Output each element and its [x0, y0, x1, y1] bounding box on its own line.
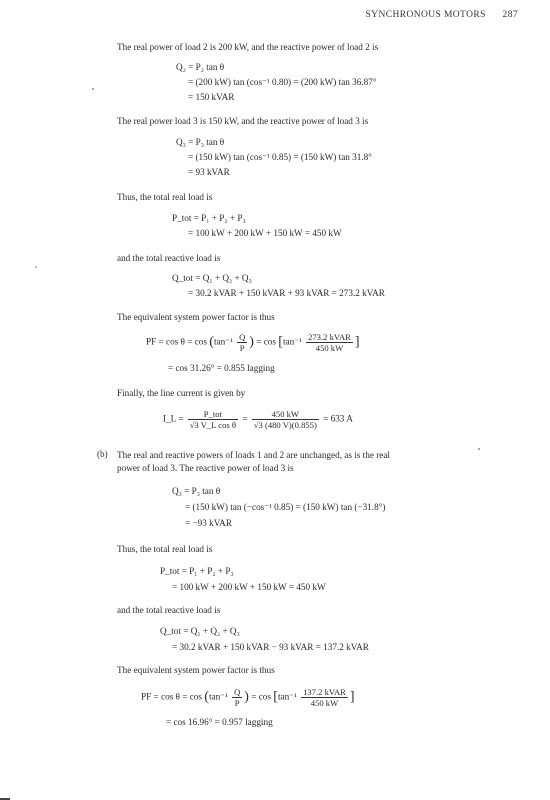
equation-line: = (200 kW) tan (cos⁻¹ 0.80) = (200 kW) tan 36.87° [188, 77, 377, 87]
pf-lhs: PF = cos θ = cos [141, 691, 202, 702]
il-lhs: I_L = [163, 413, 184, 424]
running-header [366, 10, 519, 20]
equation-line: = 30.2 kVAR + 150 kVAR − 93 kVAR = 137.2 kVAR [172, 642, 369, 652]
fraction [237, 332, 247, 353]
margin-mark: ʹ [35, 265, 38, 276]
paragraph-line: Finally, the line current is given by [117, 388, 246, 398]
fraction [232, 687, 242, 708]
fraction-numerator: Q [239, 332, 246, 342]
bracket-open: ( [204, 689, 209, 705]
il-result: = 633 A [323, 413, 353, 424]
fraction-denominator: P [239, 343, 245, 353]
line-current-equation [163, 409, 353, 430]
bracket-close: ] [349, 689, 355, 705]
equation-line: = (150 kW) tan (−cos⁻¹ 0.85) = (150 kW) tan (−31.8°) [185, 502, 386, 512]
equation-line: = 30.2 kVAR + 150 kVAR + 93 kVAR = 273.2 kVAR [188, 288, 385, 298]
fraction [252, 409, 319, 430]
fraction [306, 332, 353, 353]
paragraph-line: The real power of load 2 is 200 kW, and the reactive power of load 2 is [117, 42, 379, 52]
equation-line: P_tot = P₁ + P₂ + P₃ [172, 213, 246, 223]
pf-arctan: tan⁻¹ [277, 691, 297, 702]
fraction-denominator: √3 V_L cos θ [189, 420, 237, 430]
equation-line: = 93 kVAR [188, 167, 230, 177]
equation-line: = 100 kW + 200 kW + 150 kW = 450 kW [188, 228, 342, 238]
paragraph-line: The equivalent system power factor is thus [117, 312, 275, 322]
il-equals: = [242, 413, 248, 424]
equation-line: = 150 kVAR [188, 92, 235, 102]
bracket-close: ] [354, 334, 360, 350]
paragraph-line: The real power load 3 is 150 kW, and the reactive power of load 3 is [117, 116, 369, 126]
fraction-numerator: 450 kW [252, 409, 319, 420]
fraction-numerator: P_tot [188, 409, 238, 420]
equation-line: Q₂ = P₂ tan θ [176, 62, 225, 72]
item-label: (b) [97, 449, 108, 459]
fraction [301, 687, 348, 708]
scan-speck [478, 448, 480, 450]
equation-line: = cos 31.26° = 0.855 lagging [168, 363, 275, 373]
fraction-denominator: 450 kW [310, 698, 339, 708]
equation-line: P_tot = P₁ + P₂ + P₃ [160, 566, 234, 576]
bracket-open: ( [209, 334, 214, 350]
fraction-numerator: 273.2 kVAR [308, 332, 351, 342]
paragraph-line: Thus, the total real load is [117, 544, 213, 554]
fraction-denominator: P [234, 698, 240, 708]
paragraph-line: The real and reactive powers of loads 1 and 2 are unchanged, as is the real [117, 450, 390, 460]
equation-line: = 100 kW + 200 kW + 150 kW = 450 kW [172, 582, 326, 592]
paragraph-line: The equivalent system power factor is thus [117, 665, 275, 675]
pf-arctan: tan⁻¹ [213, 336, 233, 347]
equation-line: Q_tot = Q₁ + Q₂ + Q₃ [172, 273, 252, 283]
bracket-open: [ [273, 689, 278, 705]
equation-line: Q_tot = Q₁ + Q₂ + Q₃ [160, 626, 240, 636]
paragraph-line: power of load 3. The reactive power of load 3 is [117, 463, 294, 473]
page-number: 287 [502, 10, 518, 20]
pf-arctan: tan⁻¹ [282, 336, 302, 347]
scan-speck [92, 88, 94, 90]
equation-line: = −93 kVAR [185, 518, 232, 528]
pf-lhs: PF = cos θ = cos [146, 336, 207, 347]
pf-equals: = cos [251, 691, 271, 702]
equation-line: = (150 kW) tan (cos⁻¹ 0.85) = (150 kW) tan 31.8° [188, 152, 372, 162]
paragraph-line: Thus, the total real load is [117, 192, 213, 202]
fraction-numerator: 137.2 kVAR [303, 687, 346, 697]
equation-line: Q₃ = P₃ tan θ [176, 137, 225, 147]
pf-equals: = cos [256, 336, 276, 347]
fraction-denominator: 450 kW [315, 343, 344, 353]
equation-line: = cos 16.96° = 0.957 lagging [166, 717, 273, 727]
bracket-close: ) [249, 334, 254, 350]
fraction [188, 409, 238, 430]
power-factor-equation [141, 687, 355, 708]
running-title: SYNCHRONOUS MOTORS [365, 10, 486, 20]
pf-arctan: tan⁻¹ [208, 691, 228, 702]
bracket-close: ) [244, 689, 249, 705]
bracket-open: [ [278, 334, 283, 350]
paragraph-line: and the total reactive load is [117, 253, 221, 263]
power-factor-equation [146, 332, 360, 353]
fraction-numerator: Q [234, 687, 241, 697]
equation-line: Q₃ = P₃ tan θ [172, 486, 221, 496]
fraction-denominator: √3 (480 V)(0.855) [253, 420, 317, 430]
paragraph-line: and the total reactive load is [117, 605, 221, 615]
